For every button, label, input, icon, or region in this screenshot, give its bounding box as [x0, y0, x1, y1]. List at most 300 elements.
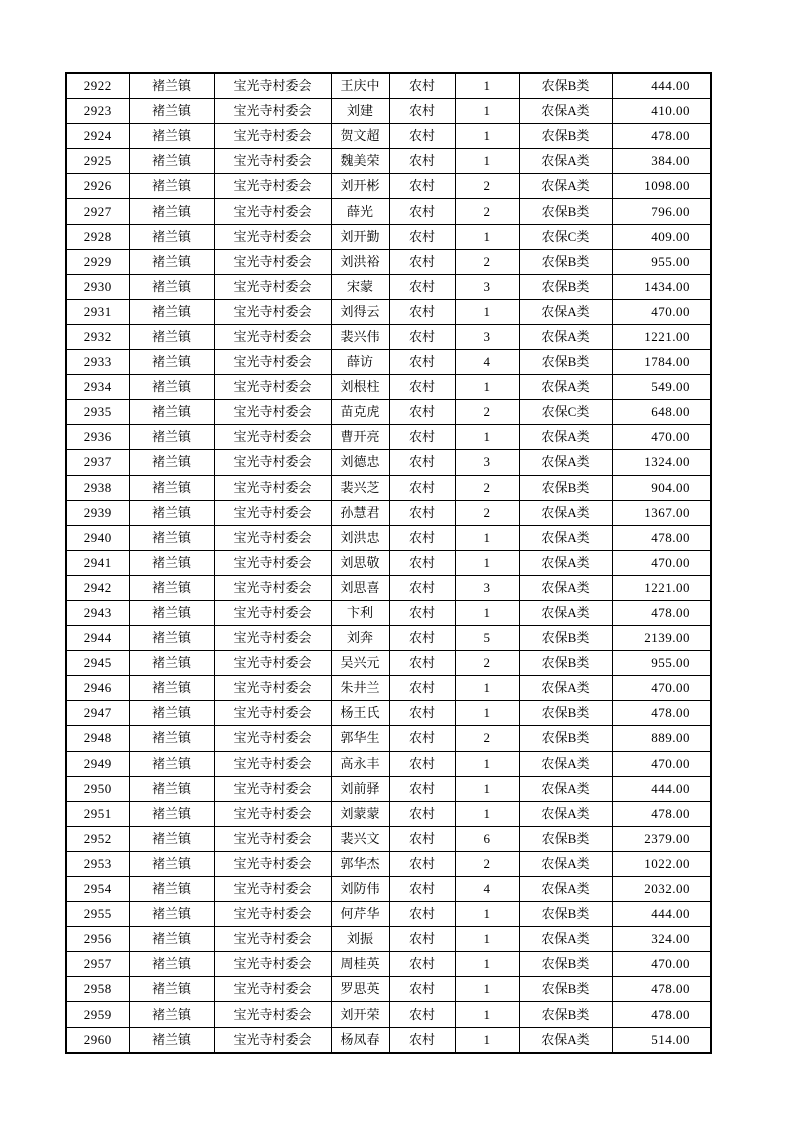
- cell-category: 农保A类: [519, 751, 612, 776]
- cell-village: 宝光寺村委会: [214, 801, 331, 826]
- cell-id: 2949: [66, 751, 129, 776]
- cell-type: 农村: [389, 902, 455, 927]
- cell-type: 农村: [389, 124, 455, 149]
- cell-type: 农村: [389, 927, 455, 952]
- cell-amount: 514.00: [612, 1027, 711, 1053]
- cell-category: 农保A类: [519, 877, 612, 902]
- cell-village: 宝光寺村委会: [214, 977, 331, 1002]
- cell-name: 王庆中: [331, 73, 389, 99]
- cell-id: 2955: [66, 902, 129, 927]
- cell-village: 宝光寺村委会: [214, 350, 331, 375]
- cell-town: 褚兰镇: [129, 726, 214, 751]
- table-row: [66, 475, 711, 500]
- cell-category: 农保B类: [519, 651, 612, 676]
- cell-name: 刘建: [331, 99, 389, 124]
- table-row: [66, 851, 711, 876]
- cell-name: 郭华生: [331, 726, 389, 751]
- cell-amount: 1784.00: [612, 350, 711, 375]
- payment-table: [65, 72, 712, 1054]
- cell-count: 3: [455, 324, 519, 349]
- cell-id: 2923: [66, 99, 129, 124]
- table-row: [66, 776, 711, 801]
- cell-amount: 470.00: [612, 751, 711, 776]
- cell-type: 农村: [389, 299, 455, 324]
- cell-amount: 470.00: [612, 299, 711, 324]
- table-row: [66, 575, 711, 600]
- cell-type: 农村: [389, 626, 455, 651]
- cell-village: 宝光寺村委会: [214, 149, 331, 174]
- cell-village: 宝光寺村委会: [214, 124, 331, 149]
- cell-count: 1: [455, 801, 519, 826]
- cell-category: 农保B类: [519, 274, 612, 299]
- cell-category: 农保A类: [519, 550, 612, 575]
- cell-id: 2950: [66, 776, 129, 801]
- cell-name: 薛访: [331, 350, 389, 375]
- cell-id: 2946: [66, 676, 129, 701]
- cell-name: 郭华杰: [331, 851, 389, 876]
- cell-town: 褚兰镇: [129, 851, 214, 876]
- cell-count: 1: [455, 73, 519, 99]
- cell-amount: 1324.00: [612, 450, 711, 475]
- cell-type: 农村: [389, 801, 455, 826]
- cell-name: 裴兴芝: [331, 475, 389, 500]
- cell-village: 宝光寺村委会: [214, 902, 331, 927]
- cell-name: 刘防伟: [331, 877, 389, 902]
- cell-name: 刘得云: [331, 299, 389, 324]
- cell-amount: 470.00: [612, 550, 711, 575]
- cell-amount: 478.00: [612, 801, 711, 826]
- cell-category: 农保A类: [519, 500, 612, 525]
- cell-name: 高永丰: [331, 751, 389, 776]
- cell-type: 农村: [389, 425, 455, 450]
- cell-type: 农村: [389, 826, 455, 851]
- cell-category: 农保B类: [519, 124, 612, 149]
- cell-amount: 2379.00: [612, 826, 711, 851]
- table-row: [66, 500, 711, 525]
- cell-id: 2954: [66, 877, 129, 902]
- cell-count: 1: [455, 776, 519, 801]
- cell-village: 宝光寺村委会: [214, 249, 331, 274]
- cell-village: 宝光寺村委会: [214, 224, 331, 249]
- cell-id: 2939: [66, 500, 129, 525]
- table-row: [66, 324, 711, 349]
- cell-village: 宝光寺村委会: [214, 851, 331, 876]
- table-row: [66, 1002, 711, 1027]
- cell-amount: 889.00: [612, 726, 711, 751]
- table-row: [66, 525, 711, 550]
- cell-amount: 2032.00: [612, 877, 711, 902]
- cell-name: 刘洪裕: [331, 249, 389, 274]
- cell-count: 1: [455, 425, 519, 450]
- cell-category: 农保A类: [519, 375, 612, 400]
- cell-id: 2953: [66, 851, 129, 876]
- cell-village: 宝光寺村委会: [214, 199, 331, 224]
- table-row: [66, 350, 711, 375]
- cell-count: 1: [455, 550, 519, 575]
- cell-amount: 410.00: [612, 99, 711, 124]
- cell-town: 褚兰镇: [129, 1002, 214, 1027]
- table-row: [66, 450, 711, 475]
- cell-amount: 1221.00: [612, 324, 711, 349]
- table-row: [66, 224, 711, 249]
- cell-town: 褚兰镇: [129, 877, 214, 902]
- cell-category: 农保A类: [519, 425, 612, 450]
- cell-village: 宝光寺村委会: [214, 651, 331, 676]
- cell-count: 1: [455, 676, 519, 701]
- cell-amount: 444.00: [612, 776, 711, 801]
- cell-count: 1: [455, 149, 519, 174]
- cell-count: 2: [455, 726, 519, 751]
- cell-town: 褚兰镇: [129, 600, 214, 625]
- cell-count: 1: [455, 99, 519, 124]
- cell-village: 宝光寺村委会: [214, 324, 331, 349]
- cell-town: 褚兰镇: [129, 249, 214, 274]
- cell-category: 农保B类: [519, 726, 612, 751]
- cell-village: 宝光寺村委会: [214, 99, 331, 124]
- cell-count: 1: [455, 751, 519, 776]
- cell-amount: 478.00: [612, 977, 711, 1002]
- cell-town: 褚兰镇: [129, 651, 214, 676]
- cell-count: 1: [455, 1027, 519, 1053]
- cell-village: 宝光寺村委会: [214, 500, 331, 525]
- cell-category: 农保A类: [519, 324, 612, 349]
- cell-amount: 470.00: [612, 952, 711, 977]
- cell-type: 农村: [389, 400, 455, 425]
- cell-amount: 444.00: [612, 902, 711, 927]
- cell-village: 宝光寺村委会: [214, 701, 331, 726]
- cell-town: 褚兰镇: [129, 475, 214, 500]
- cell-count: 1: [455, 124, 519, 149]
- cell-id: 2960: [66, 1027, 129, 1053]
- cell-category: 农保B类: [519, 249, 612, 274]
- cell-town: 褚兰镇: [129, 525, 214, 550]
- cell-town: 褚兰镇: [129, 776, 214, 801]
- cell-town: 褚兰镇: [129, 350, 214, 375]
- cell-count: 4: [455, 350, 519, 375]
- table-row: [66, 751, 711, 776]
- cell-type: 农村: [389, 224, 455, 249]
- cell-count: 3: [455, 274, 519, 299]
- cell-type: 农村: [389, 1002, 455, 1027]
- cell-village: 宝光寺村委会: [214, 626, 331, 651]
- cell-type: 农村: [389, 651, 455, 676]
- cell-category: 农保B类: [519, 977, 612, 1002]
- cell-village: 宝光寺村委会: [214, 525, 331, 550]
- cell-amount: 1367.00: [612, 500, 711, 525]
- table-row: [66, 124, 711, 149]
- cell-village: 宝光寺村委会: [214, 877, 331, 902]
- cell-category: 农保B类: [519, 626, 612, 651]
- cell-type: 农村: [389, 952, 455, 977]
- cell-name: 裴兴文: [331, 826, 389, 851]
- cell-type: 农村: [389, 776, 455, 801]
- cell-name: 刘开勤: [331, 224, 389, 249]
- cell-town: 褚兰镇: [129, 826, 214, 851]
- cell-name: 薛光: [331, 199, 389, 224]
- cell-category: 农保A类: [519, 450, 612, 475]
- cell-name: 吴兴元: [331, 651, 389, 676]
- cell-id: 2938: [66, 475, 129, 500]
- cell-name: 何芹华: [331, 902, 389, 927]
- cell-amount: 478.00: [612, 600, 711, 625]
- cell-amount: 549.00: [612, 375, 711, 400]
- cell-type: 农村: [389, 877, 455, 902]
- cell-type: 农村: [389, 375, 455, 400]
- cell-category: 农保A类: [519, 149, 612, 174]
- cell-type: 农村: [389, 73, 455, 99]
- table-row: [66, 299, 711, 324]
- cell-type: 农村: [389, 274, 455, 299]
- table-row: [66, 550, 711, 575]
- cell-town: 褚兰镇: [129, 324, 214, 349]
- cell-category: 农保A类: [519, 299, 612, 324]
- cell-count: 1: [455, 299, 519, 324]
- cell-count: 2: [455, 400, 519, 425]
- table-row: [66, 826, 711, 851]
- cell-category: 农保A类: [519, 776, 612, 801]
- cell-id: 2922: [66, 73, 129, 99]
- cell-village: 宝光寺村委会: [214, 450, 331, 475]
- cell-name: 刘思敬: [331, 550, 389, 575]
- cell-id: 2937: [66, 450, 129, 475]
- cell-type: 农村: [389, 99, 455, 124]
- cell-name: 刘前驿: [331, 776, 389, 801]
- cell-category: 农保A类: [519, 801, 612, 826]
- table-row: [66, 174, 711, 199]
- cell-town: 褚兰镇: [129, 626, 214, 651]
- cell-town: 褚兰镇: [129, 550, 214, 575]
- cell-type: 农村: [389, 550, 455, 575]
- cell-category: 农保B类: [519, 952, 612, 977]
- table-row: [66, 977, 711, 1002]
- cell-id: 2936: [66, 425, 129, 450]
- cell-category: 农保A类: [519, 525, 612, 550]
- cell-category: 农保C类: [519, 224, 612, 249]
- cell-count: 3: [455, 575, 519, 600]
- table-row: [66, 99, 711, 124]
- cell-category: 农保B类: [519, 1002, 612, 1027]
- cell-name: 刘开彬: [331, 174, 389, 199]
- payment-table-body: [66, 73, 711, 1053]
- cell-count: 2: [455, 500, 519, 525]
- cell-town: 褚兰镇: [129, 902, 214, 927]
- cell-village: 宝光寺村委会: [214, 425, 331, 450]
- cell-village: 宝光寺村委会: [214, 575, 331, 600]
- table-row: [66, 1027, 711, 1053]
- cell-type: 农村: [389, 701, 455, 726]
- cell-type: 农村: [389, 450, 455, 475]
- cell-category: 农保B类: [519, 826, 612, 851]
- cell-name: 卞利: [331, 600, 389, 625]
- table-row: [66, 626, 711, 651]
- cell-count: 1: [455, 701, 519, 726]
- cell-id: 2941: [66, 550, 129, 575]
- cell-category: 农保C类: [519, 400, 612, 425]
- cell-town: 褚兰镇: [129, 99, 214, 124]
- cell-count: 5: [455, 626, 519, 651]
- cell-type: 农村: [389, 525, 455, 550]
- cell-id: 2932: [66, 324, 129, 349]
- cell-amount: 1434.00: [612, 274, 711, 299]
- table-row: [66, 701, 711, 726]
- cell-village: 宝光寺村委会: [214, 676, 331, 701]
- cell-count: 2: [455, 199, 519, 224]
- cell-count: 6: [455, 826, 519, 851]
- cell-count: 2: [455, 851, 519, 876]
- cell-count: 4: [455, 877, 519, 902]
- cell-amount: 324.00: [612, 927, 711, 952]
- cell-name: 孙慧君: [331, 500, 389, 525]
- cell-town: 褚兰镇: [129, 676, 214, 701]
- cell-name: 刘洪忠: [331, 525, 389, 550]
- cell-amount: 470.00: [612, 676, 711, 701]
- cell-id: 2958: [66, 977, 129, 1002]
- cell-name: 刘思喜: [331, 575, 389, 600]
- cell-category: 农保B类: [519, 350, 612, 375]
- cell-amount: 478.00: [612, 701, 711, 726]
- cell-village: 宝光寺村委会: [214, 299, 331, 324]
- cell-id: 2940: [66, 525, 129, 550]
- cell-count: 1: [455, 600, 519, 625]
- cell-id: 2934: [66, 375, 129, 400]
- cell-town: 褚兰镇: [129, 1027, 214, 1053]
- table-row: [66, 149, 711, 174]
- cell-id: 2947: [66, 701, 129, 726]
- table-row: [66, 676, 711, 701]
- cell-count: 3: [455, 450, 519, 475]
- cell-amount: 1098.00: [612, 174, 711, 199]
- cell-id: 2956: [66, 927, 129, 952]
- cell-town: 褚兰镇: [129, 124, 214, 149]
- cell-village: 宝光寺村委会: [214, 751, 331, 776]
- cell-name: 贺文超: [331, 124, 389, 149]
- cell-category: 农保A类: [519, 927, 612, 952]
- cell-count: 2: [455, 174, 519, 199]
- cell-town: 褚兰镇: [129, 425, 214, 450]
- cell-town: 褚兰镇: [129, 751, 214, 776]
- cell-type: 农村: [389, 600, 455, 625]
- cell-village: 宝光寺村委会: [214, 550, 331, 575]
- cell-count: 1: [455, 902, 519, 927]
- cell-name: 宋蒙: [331, 274, 389, 299]
- cell-town: 褚兰镇: [129, 400, 214, 425]
- cell-type: 农村: [389, 475, 455, 500]
- cell-name: 朱井兰: [331, 676, 389, 701]
- cell-count: 2: [455, 475, 519, 500]
- table-row: [66, 801, 711, 826]
- cell-id: 2957: [66, 952, 129, 977]
- table-row: [66, 902, 711, 927]
- cell-id: 2929: [66, 249, 129, 274]
- cell-type: 农村: [389, 199, 455, 224]
- cell-town: 褚兰镇: [129, 224, 214, 249]
- cell-category: 农保A类: [519, 1027, 612, 1053]
- cell-village: 宝光寺村委会: [214, 400, 331, 425]
- cell-town: 褚兰镇: [129, 149, 214, 174]
- cell-name: 刘根柱: [331, 375, 389, 400]
- cell-village: 宝光寺村委会: [214, 726, 331, 751]
- cell-amount: 470.00: [612, 425, 711, 450]
- cell-name: 刘开荣: [331, 1002, 389, 1027]
- cell-count: 1: [455, 1002, 519, 1027]
- cell-category: 农保B类: [519, 902, 612, 927]
- cell-town: 褚兰镇: [129, 375, 214, 400]
- cell-name: 刘振: [331, 927, 389, 952]
- cell-id: 2944: [66, 626, 129, 651]
- cell-id: 2931: [66, 299, 129, 324]
- table-row: [66, 927, 711, 952]
- cell-type: 农村: [389, 977, 455, 1002]
- cell-village: 宝光寺村委会: [214, 927, 331, 952]
- cell-amount: 796.00: [612, 199, 711, 224]
- cell-id: 2943: [66, 600, 129, 625]
- cell-town: 褚兰镇: [129, 73, 214, 99]
- cell-name: 裴兴伟: [331, 324, 389, 349]
- cell-amount: 1221.00: [612, 575, 711, 600]
- table-row: [66, 600, 711, 625]
- cell-category: 农保A类: [519, 99, 612, 124]
- cell-category: 农保A类: [519, 851, 612, 876]
- cell-count: 2: [455, 249, 519, 274]
- cell-amount: 409.00: [612, 224, 711, 249]
- cell-category: 农保A类: [519, 600, 612, 625]
- cell-category: 农保B类: [519, 199, 612, 224]
- cell-type: 农村: [389, 575, 455, 600]
- table-row: [66, 199, 711, 224]
- cell-name: 周桂英: [331, 952, 389, 977]
- cell-category: 农保A类: [519, 575, 612, 600]
- cell-amount: 478.00: [612, 1002, 711, 1027]
- cell-town: 褚兰镇: [129, 500, 214, 525]
- cell-id: 2945: [66, 651, 129, 676]
- cell-village: 宝光寺村委会: [214, 174, 331, 199]
- cell-type: 农村: [389, 676, 455, 701]
- cell-village: 宝光寺村委会: [214, 952, 331, 977]
- cell-amount: 478.00: [612, 124, 711, 149]
- cell-town: 褚兰镇: [129, 701, 214, 726]
- cell-amount: 478.00: [612, 525, 711, 550]
- cell-id: 2924: [66, 124, 129, 149]
- cell-village: 宝光寺村委会: [214, 73, 331, 99]
- cell-count: 2: [455, 651, 519, 676]
- cell-amount: 648.00: [612, 400, 711, 425]
- cell-town: 褚兰镇: [129, 927, 214, 952]
- cell-town: 褚兰镇: [129, 575, 214, 600]
- table-row: [66, 400, 711, 425]
- cell-count: 1: [455, 977, 519, 1002]
- cell-count: 1: [455, 224, 519, 249]
- table-row: [66, 249, 711, 274]
- cell-type: 农村: [389, 726, 455, 751]
- cell-name: 杨凤春: [331, 1027, 389, 1053]
- cell-amount: 955.00: [612, 651, 711, 676]
- cell-category: 农保B类: [519, 701, 612, 726]
- cell-amount: 384.00: [612, 149, 711, 174]
- table-row: [66, 952, 711, 977]
- cell-count: 1: [455, 952, 519, 977]
- table-row: [66, 651, 711, 676]
- cell-name: 魏美荣: [331, 149, 389, 174]
- cell-village: 宝光寺村委会: [214, 1027, 331, 1053]
- cell-type: 农村: [389, 249, 455, 274]
- cell-count: 1: [455, 375, 519, 400]
- document-page: [65, 72, 712, 1054]
- cell-type: 农村: [389, 174, 455, 199]
- cell-count: 1: [455, 927, 519, 952]
- cell-village: 宝光寺村委会: [214, 826, 331, 851]
- cell-amount: 444.00: [612, 73, 711, 99]
- cell-name: 罗思英: [331, 977, 389, 1002]
